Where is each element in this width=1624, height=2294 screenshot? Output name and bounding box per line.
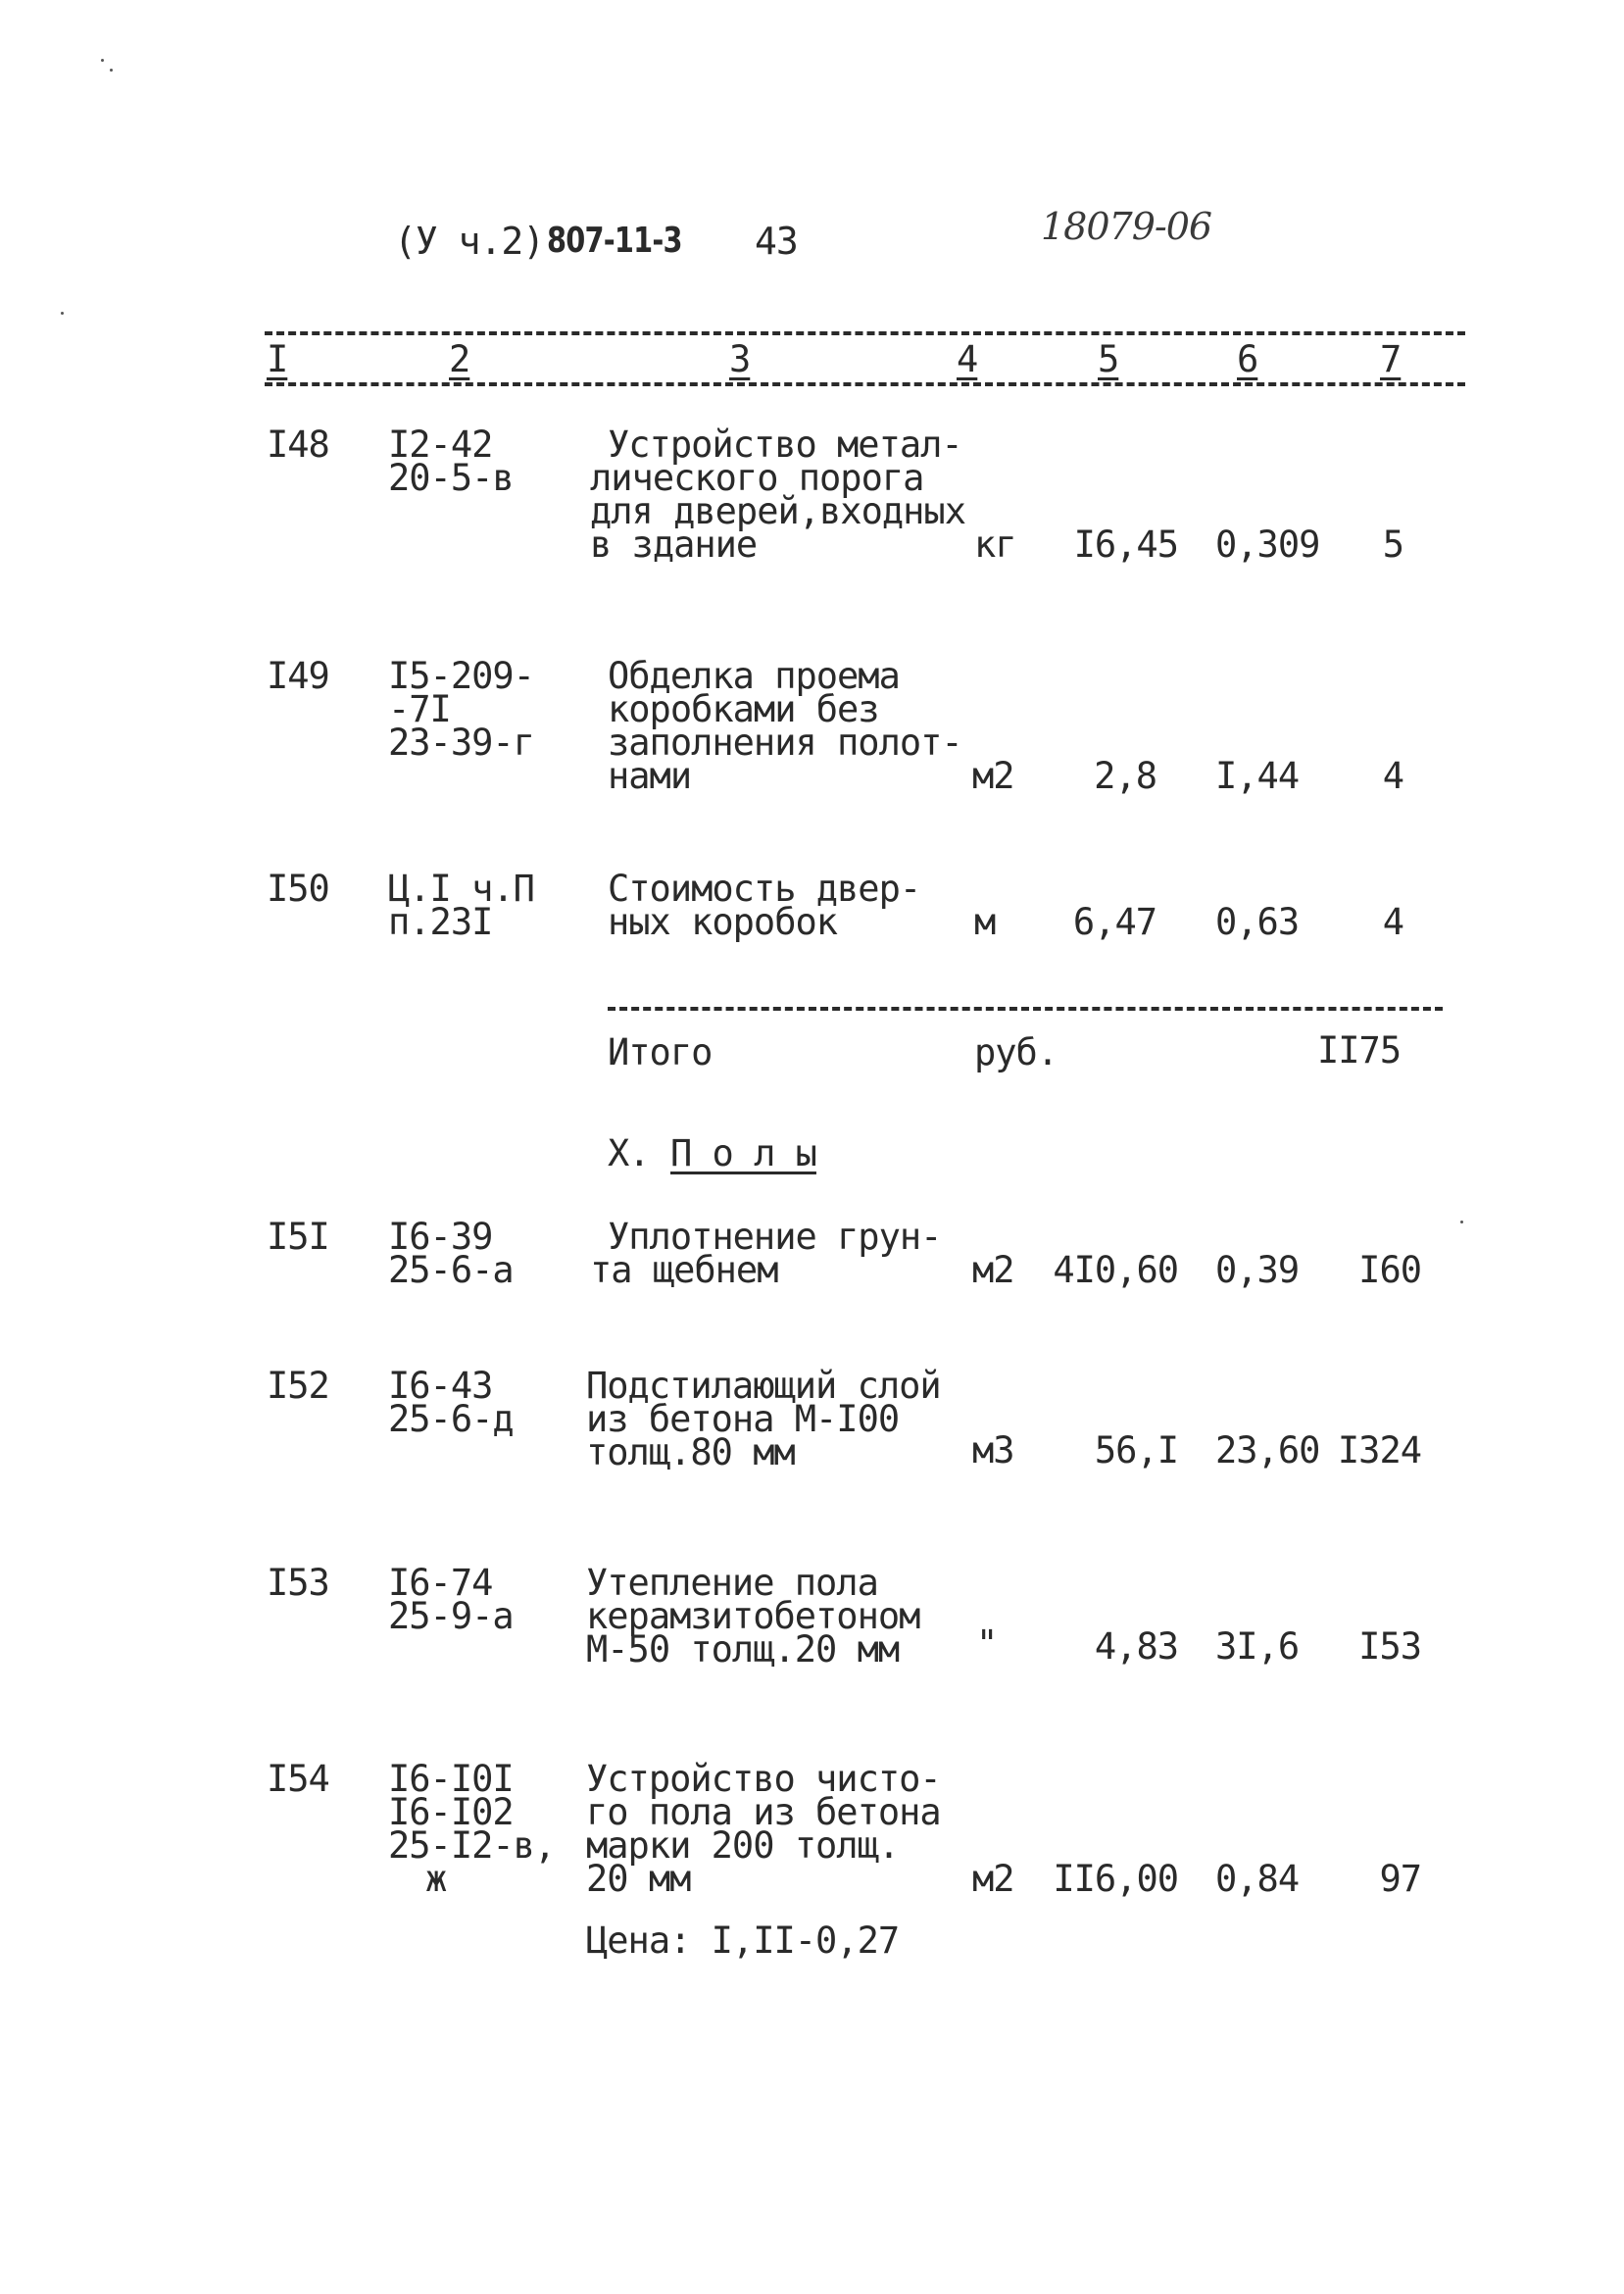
row-price: II6,00 [1053, 1858, 1178, 1900]
column-header-6: 6 [1237, 338, 1258, 380]
row-unit: кг [974, 524, 1016, 566]
row-description-line: та щебнем [590, 1249, 778, 1291]
row-unit: м2 [972, 1858, 1014, 1900]
row-code-line: 25-9-а [388, 1595, 514, 1637]
row-description-line: для дверей,входных [590, 490, 965, 532]
row-quantity: 0,39 [1215, 1249, 1300, 1291]
row-total: I324 [1337, 1429, 1421, 1471]
row-description-line: нами [608, 755, 692, 797]
row-price: 4,83 [1094, 1625, 1178, 1668]
row-code-line: Ц.I ч.П [388, 868, 534, 910]
row-number: I50 [267, 868, 329, 910]
row-total: I60 [1358, 1249, 1421, 1291]
row-quantity: 0,63 [1215, 901, 1300, 943]
subtotal-total: II75 [1317, 1029, 1402, 1072]
row-description-line: го пола из бетона [586, 1791, 941, 1833]
column-header-5: 5 [1098, 338, 1119, 380]
subtotal-rule [608, 1007, 1443, 1011]
price-note: Цена: I,II-0,27 [586, 1920, 900, 1962]
row-price: 4I0,60 [1053, 1249, 1178, 1291]
row-code-line: I5-209- [388, 655, 534, 697]
row-code-line: -7I [388, 688, 451, 730]
column-header-7: 7 [1380, 338, 1402, 380]
row-description-line: коробками без [608, 688, 879, 730]
row-number: I54 [267, 1758, 329, 1800]
row-unit: м [974, 901, 996, 943]
row-description-line: М-50 толщ.20 мм [586, 1628, 900, 1671]
row-number: I5I [267, 1216, 329, 1258]
row-description-line: Уплотнение грун- [608, 1216, 942, 1258]
row-description-line: заполнения полот- [608, 722, 962, 764]
row-code-line: I6-74 [388, 1562, 493, 1604]
row-code-line: 25-6-д [388, 1398, 514, 1440]
row-price: 2,8 [1094, 755, 1156, 797]
row-description-line: ных коробок [608, 901, 838, 943]
row-description-line: лического порога [590, 457, 924, 499]
section-prefix: Х. [608, 1132, 650, 1174]
column-header-3: 3 [729, 338, 751, 380]
document-reference: (У ч.2) [394, 220, 545, 263]
row-description-line: Обделка проема [608, 655, 900, 697]
row-code-line: ж [425, 1858, 447, 1900]
row-code-line: 23-39-г [388, 722, 534, 764]
row-total: 4 [1382, 755, 1403, 797]
series-stamp: 807-11-3 [547, 221, 682, 261]
column-header-2: 2 [449, 338, 470, 380]
row-description-line: Утепление пола [586, 1562, 878, 1604]
row-total: I53 [1358, 1625, 1421, 1668]
row-code-line: I2-42 [388, 424, 493, 466]
row-number: I48 [267, 424, 329, 466]
row-number: I49 [267, 655, 329, 697]
row-description-line: Устройство метал- [608, 424, 962, 466]
row-unit: м3 [972, 1429, 1014, 1471]
column-header-4: 4 [957, 338, 978, 380]
row-price: I6,45 [1073, 524, 1178, 566]
row-quantity: 0,309 [1215, 524, 1320, 566]
row-price: 6,47 [1072, 901, 1156, 943]
row-code-line: I6-I02 [388, 1791, 514, 1833]
header-rule-top [265, 331, 1465, 335]
row-quantity: 0,84 [1215, 1858, 1300, 1900]
row-unit: м2 [972, 1249, 1014, 1291]
row-description-line: толщ.80 мм [586, 1431, 795, 1473]
row-total: 4 [1382, 901, 1403, 943]
page-number: 43 [755, 220, 798, 263]
row-code-line: I6-39 [388, 1216, 493, 1258]
header-rule-bottom [265, 382, 1465, 386]
row-description-line: из бетона М-I00 [586, 1398, 900, 1440]
row-total: 5 [1382, 524, 1403, 566]
subtotal-label: Итого [608, 1031, 713, 1073]
row-total: 97 [1379, 1858, 1421, 1900]
row-number: I53 [267, 1562, 329, 1604]
subtotal-unit: руб. [974, 1031, 1058, 1073]
row-description-line: марки 200 толщ. [586, 1824, 900, 1867]
row-price: 56,I [1094, 1429, 1178, 1471]
row-description-line: в здание [590, 524, 758, 566]
row-description-line: Подстилающий слой [586, 1365, 941, 1407]
row-code-line: 25-6-а [388, 1249, 514, 1291]
section-title: П о л ы [670, 1132, 816, 1174]
row-description-line: Устройство чисто- [586, 1758, 941, 1800]
column-header-1: I [267, 338, 288, 380]
row-code-line: I6-43 [388, 1365, 493, 1407]
row-quantity: 3I,6 [1215, 1625, 1300, 1668]
row-description-line: Стоимость двер- [608, 868, 921, 910]
row-code-line: 25-I2-в, [388, 1824, 556, 1867]
handwritten-inventory-code: 18079-06 [1041, 205, 1212, 248]
row-quantity: I,44 [1215, 755, 1300, 797]
row-code-line: 20-5-в [388, 457, 514, 499]
row-description-line: 20 мм [586, 1858, 691, 1900]
row-quantity: 23,60 [1215, 1429, 1320, 1471]
row-code-line: I6-I0I [388, 1758, 514, 1800]
scan-speck [101, 59, 104, 62]
row-unit: " [976, 1622, 998, 1665]
row-number: I52 [267, 1365, 329, 1407]
scan-speck [110, 69, 113, 72]
row-description-line: керамзитобетоном [586, 1595, 920, 1637]
row-unit: м2 [972, 755, 1014, 797]
scan-speck [61, 312, 64, 315]
row-code-line: п.23I [388, 901, 493, 943]
scan-speck [1460, 1221, 1463, 1223]
